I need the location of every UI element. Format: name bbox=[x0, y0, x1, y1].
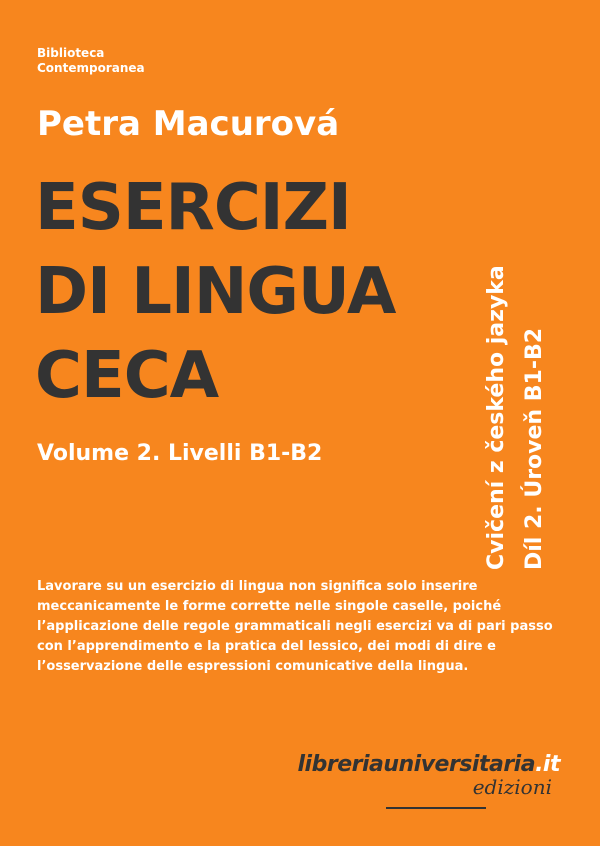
czech-title-line-1: Cvičení z českého jazyka bbox=[484, 265, 509, 570]
author-name: Petra Macurová bbox=[37, 104, 340, 144]
title-line-1: ESERCIZI bbox=[35, 171, 351, 245]
czech-title bbox=[478, 200, 582, 570]
title-line-2: DI LINGUA bbox=[35, 255, 396, 329]
blurb-text: Lavorare su un esercizio di lingua non significa solo inserire meccanicamente le forme corrette nelle singole caselle, poiché l’applicazione delle regole grammaticali negli esercizi va di pari passo con l’apprendimento e la pratica del lessico, dei modi di dire e l’osservazione delle espressioni comunicative della lingua. bbox=[37, 579, 553, 674]
publisher-name-main: libreriauniversitaria bbox=[297, 752, 536, 777]
book-title bbox=[35, 166, 395, 418]
publisher-name bbox=[298, 752, 560, 777]
publisher-underline bbox=[386, 807, 486, 809]
publisher-logo bbox=[298, 752, 560, 799]
series-line-1: Biblioteca bbox=[37, 46, 105, 60]
series-name bbox=[37, 46, 145, 76]
publisher-subtitle: edizioni bbox=[472, 775, 552, 799]
czech-title-line-2: Díl 2. Úroveň B1-B2 bbox=[522, 327, 547, 570]
title-line-3: CECA bbox=[35, 339, 219, 413]
volume-subtitle: Volume 2. Livelli B1-B2 bbox=[37, 441, 323, 466]
publisher-tld: .it bbox=[535, 752, 560, 777]
series-line-2: Contemporanea bbox=[37, 61, 145, 75]
